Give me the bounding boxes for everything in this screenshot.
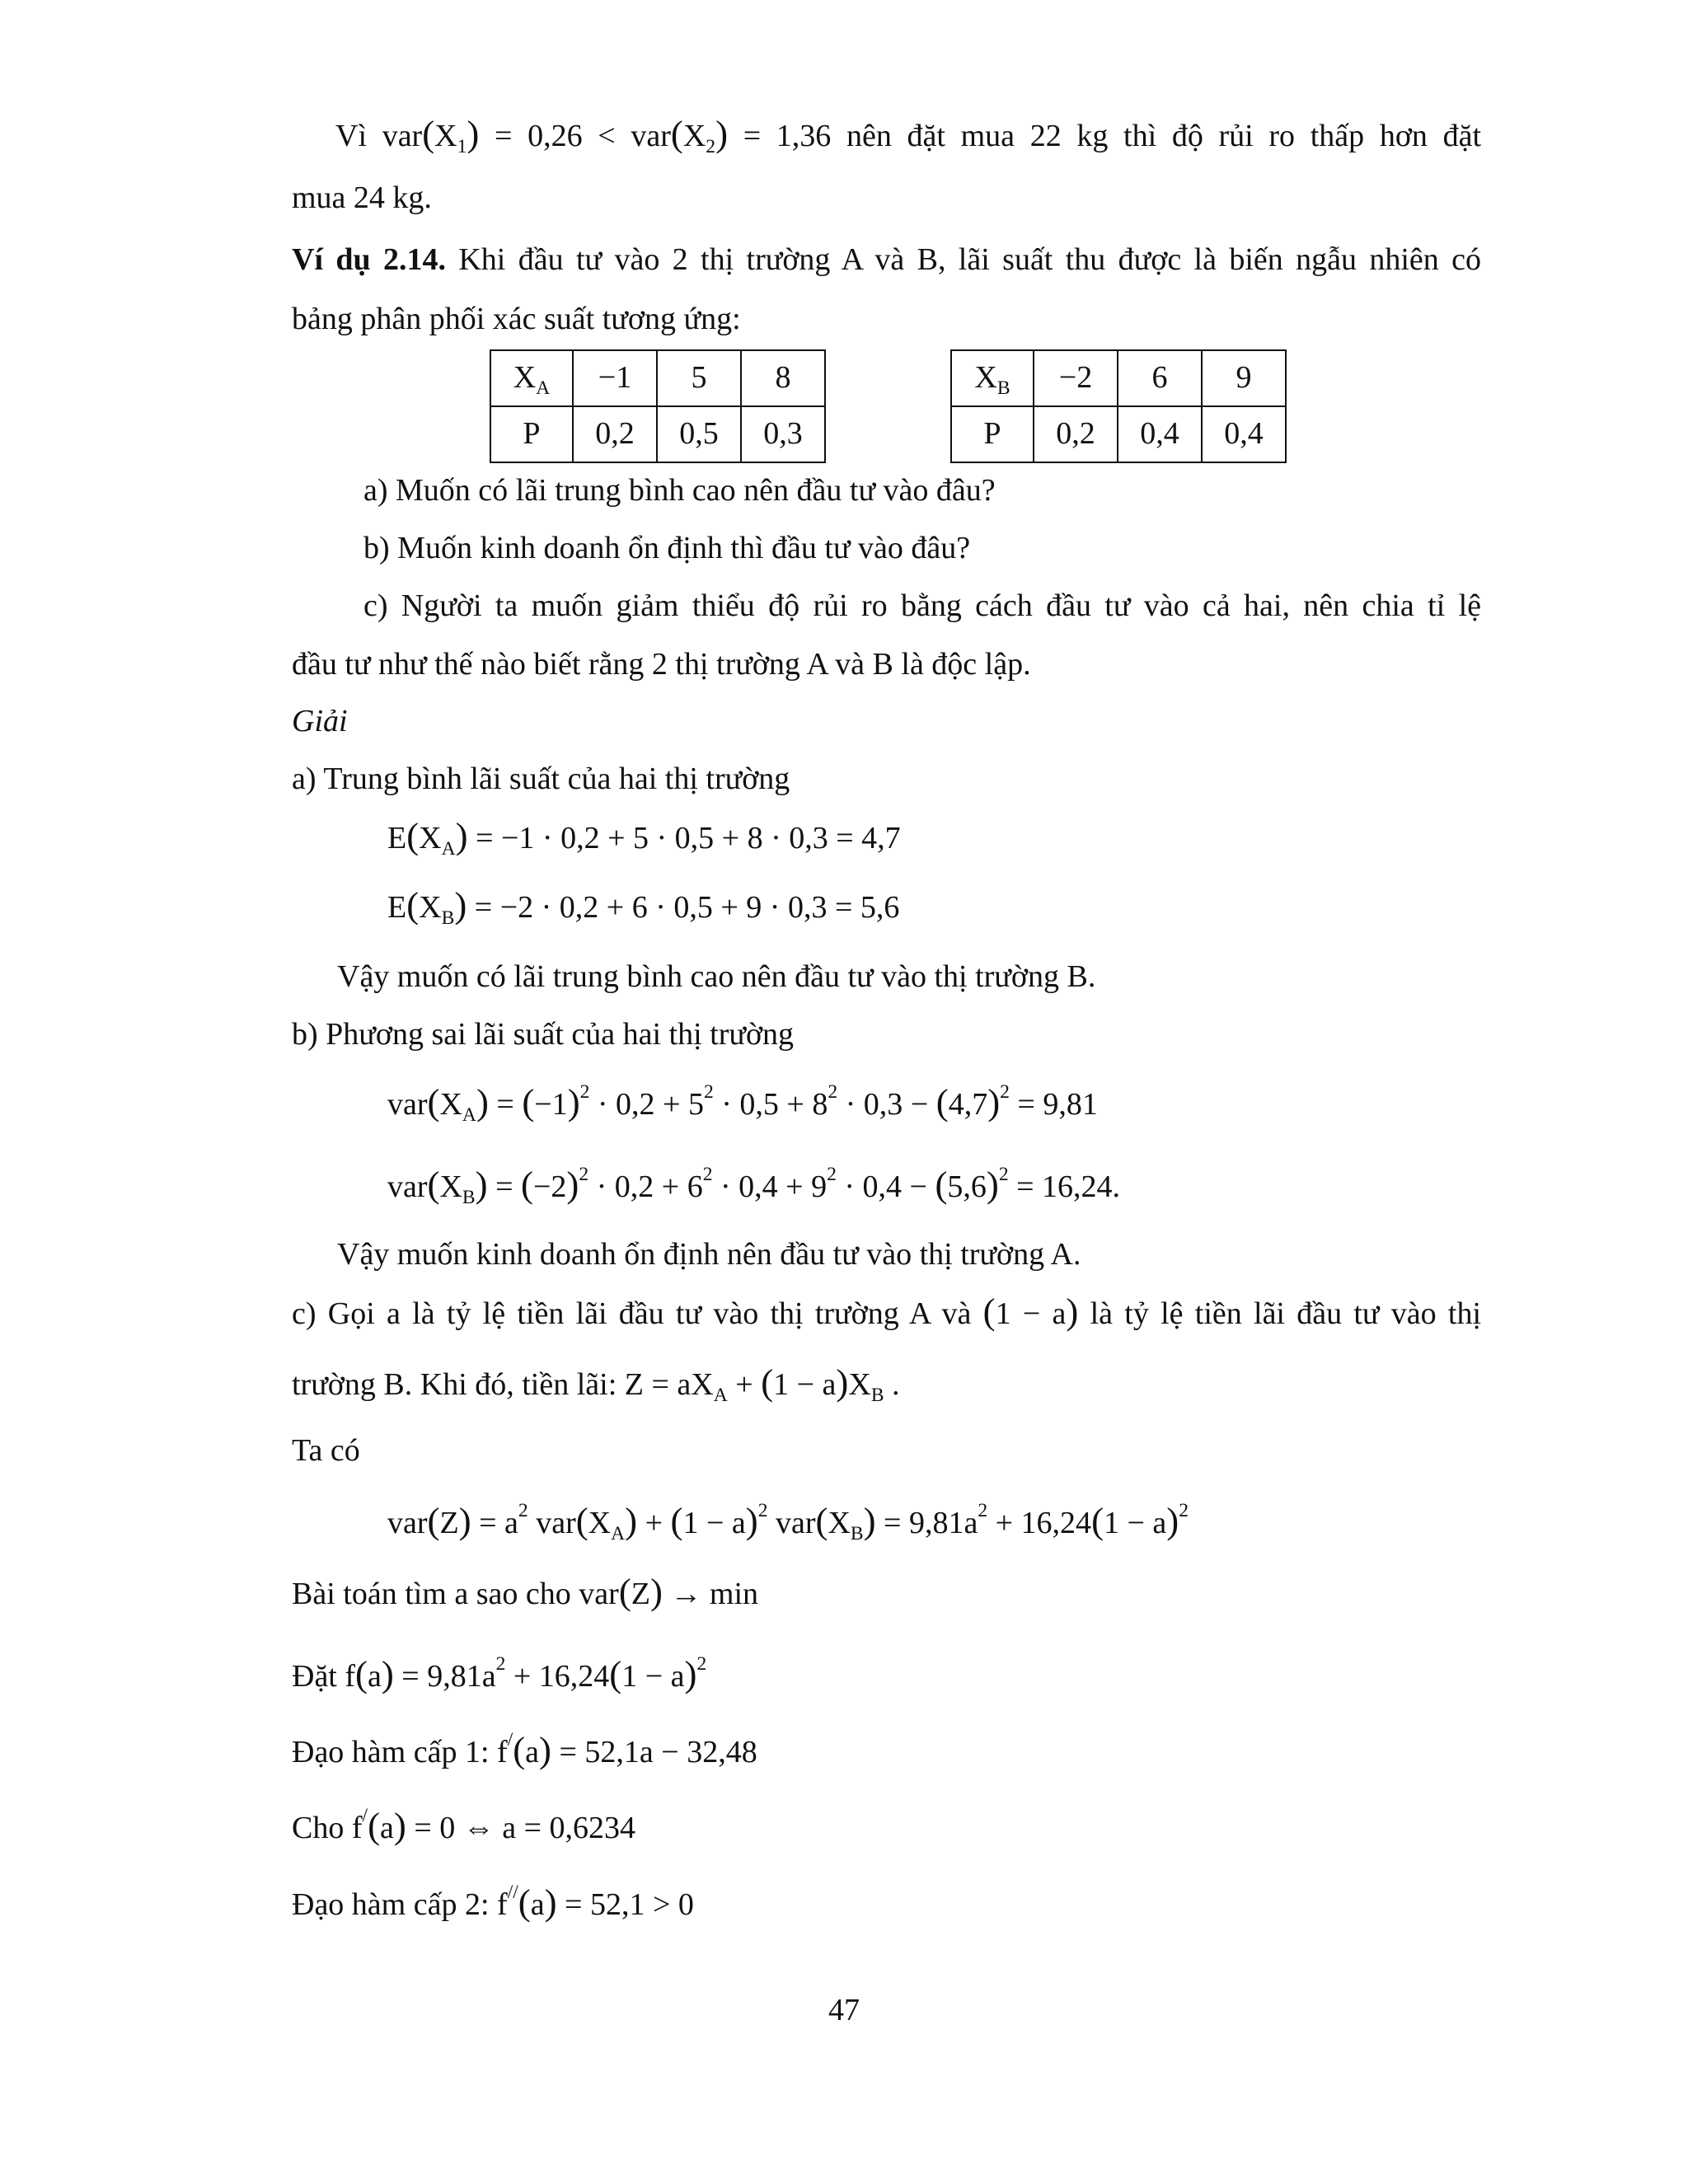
expectation-b: $E(X_B) = -2 \cdot 0,2 + 6 \cdot 0,5 + 9 \cdot 0,3 = 5,6$ [387,884,900,930]
variance-a: $var(X_A) = (-1)^2 \cdot 0,2 + 5^2 \cdot 0,5 + 8^2 \cdot 0,3 - (4,7)^2 = 9,81$ [387,1080,1098,1127]
problem-statement: Bài toán tìm a sao cho var(Z) → min [292,1571,759,1612]
variance-b: $var(X_B) = (-2)^2 \cdot 0,2 + 6^2 \cdot 0,4 + 9^2 \cdot 0,4 - (5,6)^2 = 16,24$. [387,1163,1121,1209]
example-label: Ví dụ 2.14. [292,242,446,277]
question-b: b) Muốn kinh doanh ổn định thì đầu tư vào đâu? [363,531,971,565]
table-b-var-cell: $X_B$ [951,350,1034,406]
table-a-p-label: P [490,406,573,462]
part-c-line-1: c) Gọi a là tỷ lệ tiền lãi đầu tư vào thị trường A và (1 − a) là tỷ lệ tiền lãi đầu tư vào thị [292,1291,1482,1332]
first-derivative: Đạo hàm cấp 1: f/(a) = 52,1a − 32,48 [292,1728,757,1770]
ta-co-label: Ta có [292,1433,360,1468]
table-b-value: 6 [1118,350,1202,406]
question-c-line-2: đầu tư như thế nào biết rằng 2 thị trường A và B là độc lập. [292,647,1031,682]
part-b-conclusion: Vậy muốn kinh doanh ổn định nên đầu tư vào thị trường A. [337,1237,1081,1272]
table-a-prob: 0,3 [741,406,825,462]
question-c-line-1: c) Người ta muốn giảm thiểu độ rủi ro bằng cách đầu tư vào cả hai, nên chia tỉ lệ [363,588,1481,623]
part-b-heading: b) Phương sai lãi suất của hai thị trường [292,1017,795,1052]
table-a-value: 5 [657,350,741,406]
question-a: a) Muốn có lãi trung bình cao nên đầu tư vào đâu? [363,473,996,508]
distribution-table-a [490,349,826,463]
table-a-var-cell: $X_A$ [490,350,573,406]
example-line-1: Ví dụ 2.14. Khi đầu tư vào 2 thị trường A và B, lãi suất thu được là biến ngẫu nhiên có [292,242,1481,277]
intro-line-2: mua 24 kg. [292,180,432,215]
solution-label: Giải [292,704,348,738]
table-a-value: 8 [741,350,825,406]
distribution-table-b [950,349,1287,463]
table-b-value: 9 [1202,350,1286,406]
table-b-prob: 0,4 [1202,406,1286,462]
second-derivative: Đạo hàm cấp 2: f//(a) = 52,1 > 0 [292,1881,694,1923]
part-c-line-2: trường B. Khi đó, tiền lãi: $Z = aX_A + (1 - a)X_B$ . [292,1361,900,1407]
critical-point: Cho f/(a) = 0 ⇔ a = 0,6234 [292,1804,636,1846]
part-a-conclusion: Vậy muốn có lãi trung bình cao nên đầu tư vào thị trường B. [337,959,1096,994]
table-b-prob: 0,2 [1034,406,1118,462]
set-function: Đặt $f(a) = 9,81a^2 + 16,24(1 - a)^2$ [292,1652,707,1694]
example-line-2: bảng phân phối xác suất tương ứng: [292,302,741,336]
table-a-prob: 0,5 [657,406,741,462]
variance-z: $var(Z) = a^2$ $var(X_A) + (1 - a)^2$ $var(X_B) = 9,81a^2 + 16,24(1 - a)^2$ [387,1499,1189,1545]
page-number: 47 [828,1993,860,2027]
table-b-prob: 0,4 [1118,406,1202,462]
table-b-p-label: P [951,406,1034,462]
variance-comparison: $var(X_1) = 0,26 < var(X_2) = 1,36$ [382,113,832,158]
part-a-heading: a) Trung bình lãi suất của hai thị trường [292,762,790,796]
intro-line-1: Vì $var(X_1) = 0,26 < var(X_2) = 1,36$ nên đặt mua 22 kg thì độ rủi ro thấp hơn đặt [335,113,1482,158]
expectation-a: $E(X_A) = -1 \cdot 0,2 + 5 \cdot 0,5 + 8 \cdot 0,3 = 4,7$ [387,815,901,860]
table-b-value: −2 [1034,350,1118,406]
table-a-value: −1 [573,350,657,406]
table-a-prob: 0,2 [573,406,657,462]
